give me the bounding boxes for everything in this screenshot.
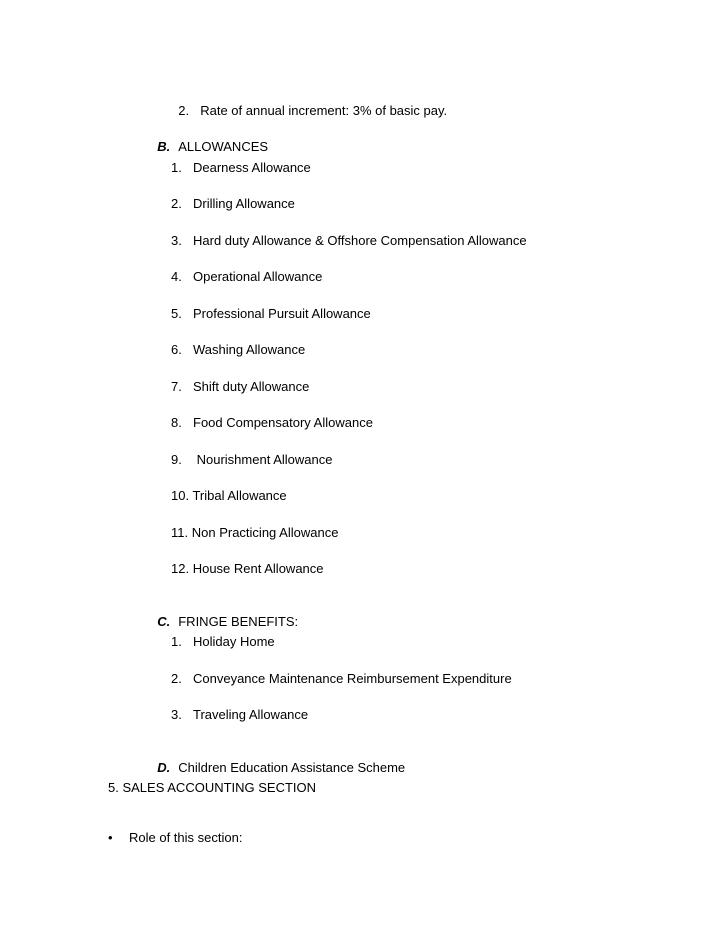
item-number: 2. [171,196,182,211]
item-text: Drilling Allowance [193,196,295,211]
section-title: FRINGE BENEFITS: [178,614,299,629]
item-number: 1. [171,160,182,175]
item-number: 5. [171,306,182,321]
increment-item [171,87,447,119]
item-number: 3. [171,233,182,248]
item-text: Tribal Allowance [192,488,287,503]
item-text: Traveling Allowance [193,707,309,722]
item-text: Shift duty Allowance [193,379,310,394]
allowance-item [171,561,324,577]
item-number: 7. [171,379,182,394]
item-number: 4. [171,269,182,284]
item-number: 10. [171,488,190,503]
section-d-heading [150,744,405,776]
item-number: 2. [178,103,190,118]
allowance-item [171,306,371,322]
item-number: 2. [171,671,182,686]
section-letter: D. [157,760,171,775]
item-text: Hard duty Allowance & Offshore Compensation Allowance [193,233,527,248]
fringe-item [171,634,275,650]
item-text: Washing Allowance [193,342,306,357]
section-title: ALLOWANCES [178,139,269,154]
item-text: Food Compensatory Allowance [193,415,373,430]
allowance-item [171,160,311,176]
allowance-item [171,379,309,395]
fringe-item [171,707,308,723]
section-letter: C. [157,614,171,629]
item-text: Dearness Allowance [193,160,311,175]
item-number: 9. [171,452,182,467]
allowance-item [171,233,527,249]
item-text: Professional Pursuit Allowance [193,306,371,321]
bullet-icon: • [108,830,113,845]
section-5-heading: 5. SALES ACCOUNTING SECTION [108,780,317,795]
allowance-item [171,525,338,541]
allowance-item [171,415,373,431]
item-text: Rate of annual increment: 3% of basic pay. [200,103,448,118]
item-text: Non Practicing Allowance [191,525,339,540]
allowance-item [171,452,332,468]
item-text: Conveyance Maintenance Reimbursement Expenditure [193,671,512,686]
allowance-item [171,488,287,504]
allowance-item [171,342,305,358]
item-text: House Rent Allowance [192,561,324,576]
item-number: 3. [171,707,182,722]
item-number: 6. [171,342,182,357]
bullet-item-text: Role of this section: [129,830,243,845]
section-c-heading [150,598,298,630]
section-b-heading [150,123,268,155]
item-number: 12. [171,561,190,576]
item-number: 8. [171,415,182,430]
section-letter: B. [157,139,171,154]
item-text: Operational Allowance [193,269,323,284]
item-text: Holiday Home [193,634,275,649]
item-text: Nourishment Allowance [193,452,333,467]
item-number: 11. [171,525,189,540]
section-title: Children Education Assistance Scheme [178,760,406,775]
item-number: 1. [171,634,182,649]
allowance-item [171,269,322,285]
allowance-item [171,196,295,212]
fringe-item [171,671,512,687]
